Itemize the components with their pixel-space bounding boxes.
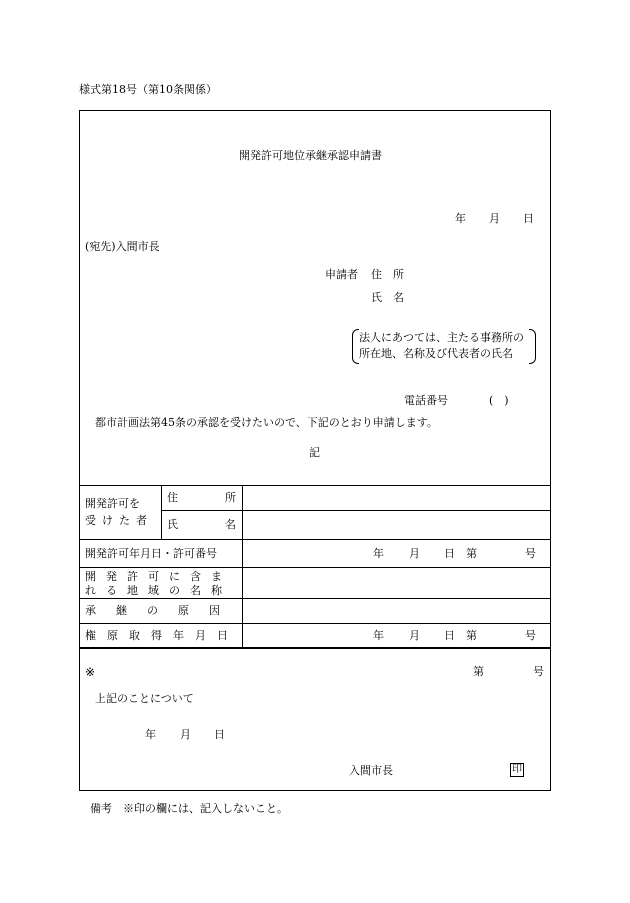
corporation-note-line2: 所在地、名称及び代表者の氏名: [359, 347, 513, 360]
col-line-1: [161, 485, 162, 539]
acquisition-dai: 第: [466, 629, 477, 642]
row-line-2: [79, 539, 551, 540]
addressee: (宛先)入間市長: [85, 240, 160, 253]
body-text: 都市計画法第45条の承認を受けたいので、下記のとおり申請します。: [95, 416, 438, 429]
ki-mark: 記: [309, 446, 320, 459]
permit-month: 月: [409, 547, 420, 560]
note-bracket-right: [529, 329, 536, 364]
row-line-1: [161, 510, 551, 511]
remarks: 備考 ※印の欄には、記入しないこと。: [90, 802, 288, 815]
official-dai: 第: [473, 665, 484, 678]
area-name-label-line1: 開発許可に含ま: [85, 570, 232, 583]
applicant-address-label: 住 所: [371, 268, 404, 281]
date-year: 年: [455, 212, 466, 225]
holder-name-label: 氏名: [167, 518, 283, 531]
permit-day: 日: [444, 547, 455, 560]
acquisition-day: 日: [444, 629, 455, 642]
official-go: 号: [533, 665, 544, 678]
permit-date-number-label: 開発許可年月日・許可番号: [85, 547, 217, 560]
document-title: 開発許可地位承継承認申請書: [239, 149, 382, 162]
row-line-5: [79, 623, 551, 624]
phone-label: 電話番号: [404, 394, 448, 407]
col-line-2: [242, 485, 243, 647]
table-bottom-line: [79, 647, 551, 649]
official-regarding: 上記のことについて: [95, 692, 194, 705]
permit-holder-label-line1: 開発許可を: [85, 497, 140, 510]
note-bracket-left: [352, 329, 359, 364]
row-line-4: [79, 598, 551, 599]
official-day: 日: [214, 728, 225, 741]
phone-parens: ( ): [489, 394, 509, 407]
permit-dai: 第: [466, 547, 477, 560]
row-line-3: [79, 567, 551, 568]
acquisition-go: 号: [525, 629, 536, 642]
official-mark: ※: [85, 665, 96, 679]
applicant-label: 申請者: [325, 268, 358, 281]
seal-mark: 印: [512, 764, 522, 775]
form-number: 様式第18号（第10条関係）: [79, 83, 217, 96]
acquisition-month: 月: [409, 629, 420, 642]
acquisition-year: 年: [373, 629, 384, 642]
corporation-note-line1: 法人にあつては、主たる事務所の: [359, 331, 524, 344]
official-mayor: 入間市長: [349, 764, 393, 777]
permit-year: 年: [373, 547, 384, 560]
official-month: 月: [180, 728, 191, 741]
permit-holder-label-line2: 受けた者: [85, 514, 153, 527]
date-month: 月: [489, 212, 500, 225]
area-name-label-line2: れる地域の名称: [85, 584, 232, 597]
acquisition-date-label: 権原取得年月日: [85, 629, 239, 642]
date-day: 日: [523, 212, 534, 225]
succession-cause-label: 承継の原因: [85, 604, 240, 617]
holder-address-label: 住所: [167, 491, 283, 504]
table-top-line: [79, 485, 551, 486]
official-year: 年: [145, 728, 156, 741]
applicant-name-label: 氏 名: [371, 291, 404, 304]
permit-go: 号: [525, 547, 536, 560]
